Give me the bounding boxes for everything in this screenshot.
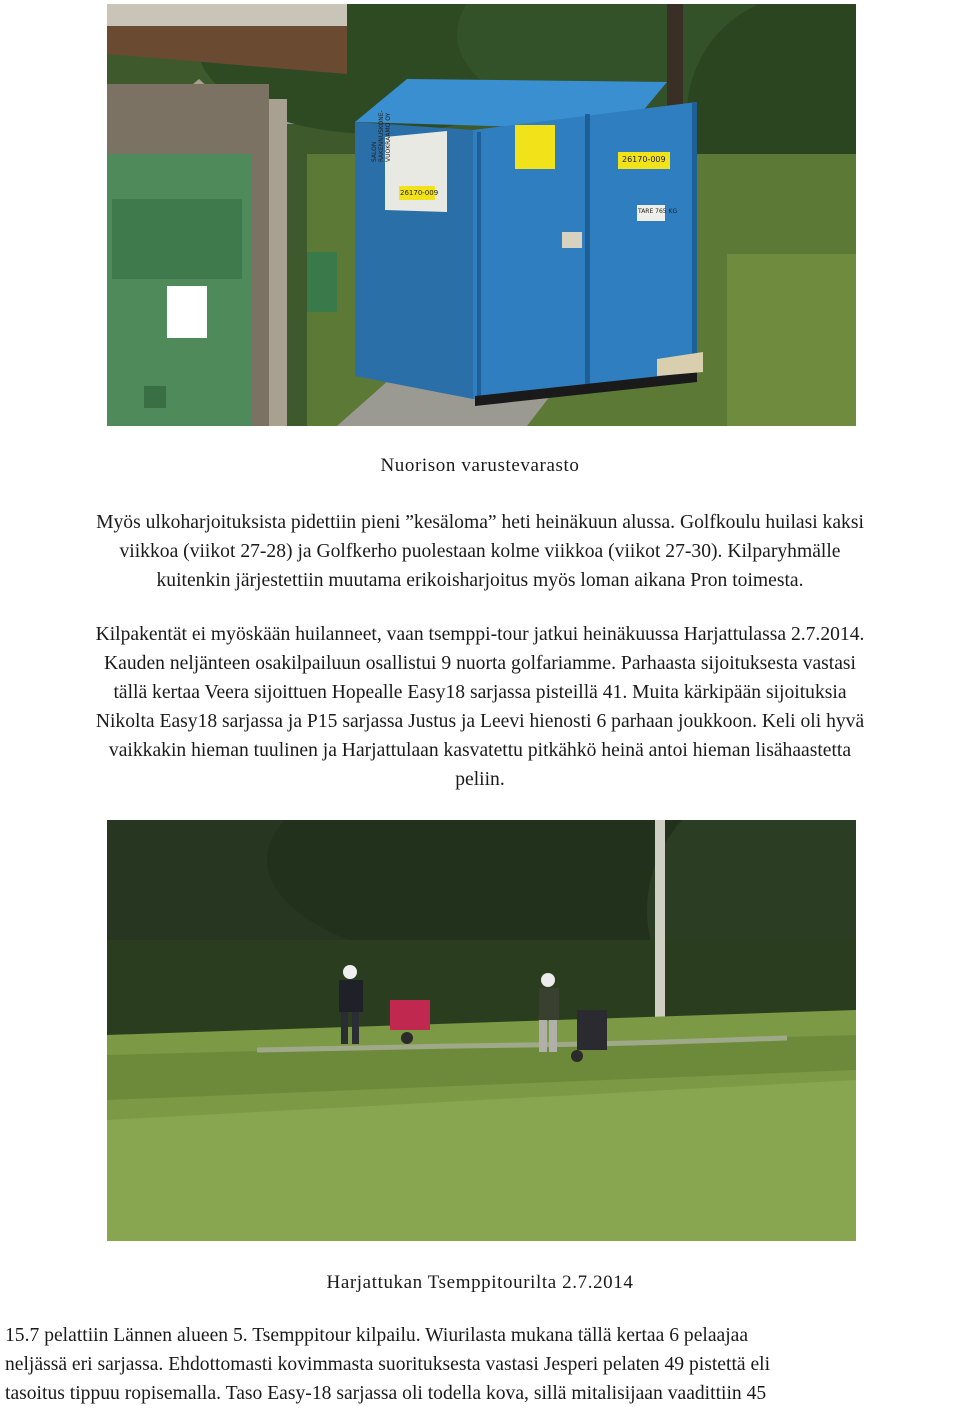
paragraph-line: 15.7 pelattiin Lännen alueen 5. Tsemppitour kilpailu. Wiurilasta mukana tällä kertaa 6 pelaajaa bbox=[5, 1325, 749, 1346]
door-id-label: 26170-009 bbox=[622, 155, 666, 164]
paragraph-line: Nikolta Easy18 sarjassa ja P15 sarjassa Justus ja Leevi hienosti 6 parhaan joukkoon. Keli oli hyvä bbox=[95, 711, 865, 732]
paragraph-line: tasoitus tippuu ropisemalla. Taso Easy-18 sarjassa oli todella kova, sillä mitalisijaan vaadittiin 45 bbox=[5, 1383, 767, 1404]
sign-company-text: SALON RAKENNUSKONE- VUOKRAAMO OY bbox=[371, 110, 392, 162]
golf-course-photo bbox=[107, 820, 856, 1241]
paragraph-line: Kauden neljänteen osakilpailuun osallistui 9 nuorta golfariamme. Parhaasta sijoituksesta vastasi bbox=[104, 653, 856, 674]
container-id-label: 26170-009 bbox=[400, 189, 439, 197]
paragraph-line: vaikkakin hieman tuulinen ja Harjattulaan kasvatettu pitkähkö heinä antoi hieman lisähaastetta bbox=[108, 740, 852, 761]
paragraph-western-region-competition bbox=[0, 1321, 960, 1408]
paragraph-line: neljässä eri sarjassa. Ehdottomasti kovimmasta suorituksesta vastasi Jesperi pelaten 49 pistettä eli bbox=[5, 1354, 771, 1375]
paragraph-line: Kilpakentät ei myöskään huilanneet, vaan tsemppi-tour jatkui heinäkuussa Harjattulassa 2.7.2014. bbox=[95, 624, 865, 645]
paragraph-tsemppi-tour-july bbox=[0, 620, 960, 794]
tare-plate-label: TARE 765 KG bbox=[638, 208, 678, 215]
paragraph-line: tällä kertaa Veera sijoittuen Hopealle Easy18 sarjassa pisteillä 41. Muita kärkipään sijoituksia bbox=[113, 682, 847, 703]
photo-2-caption: Harjattukan Tsemppitourilta 2.7.2014 bbox=[326, 1272, 634, 1293]
paragraph-line: viikkoa (viikot 27-28) ja Golfkerho puolestaan kolme viikkoa (viikot 27-30). Kilparyhmälle bbox=[119, 541, 841, 562]
paragraph-line: peliin. bbox=[455, 769, 505, 790]
storage-container-photo bbox=[107, 4, 856, 426]
photo-1-caption: Nuorison varustevarasto bbox=[380, 455, 580, 476]
paragraph-line: Myös ulkoharjoituksista pidettiin pieni ”kesäloma” heti heinäkuun alussa. Golfkoulu huilasi kaksi bbox=[96, 512, 864, 533]
paragraph-summer-break bbox=[0, 508, 960, 595]
paragraph-line: kuitenkin järjestettiin muutama erikoisharjoitus myös loman aikana Pron toimesta. bbox=[156, 570, 804, 591]
